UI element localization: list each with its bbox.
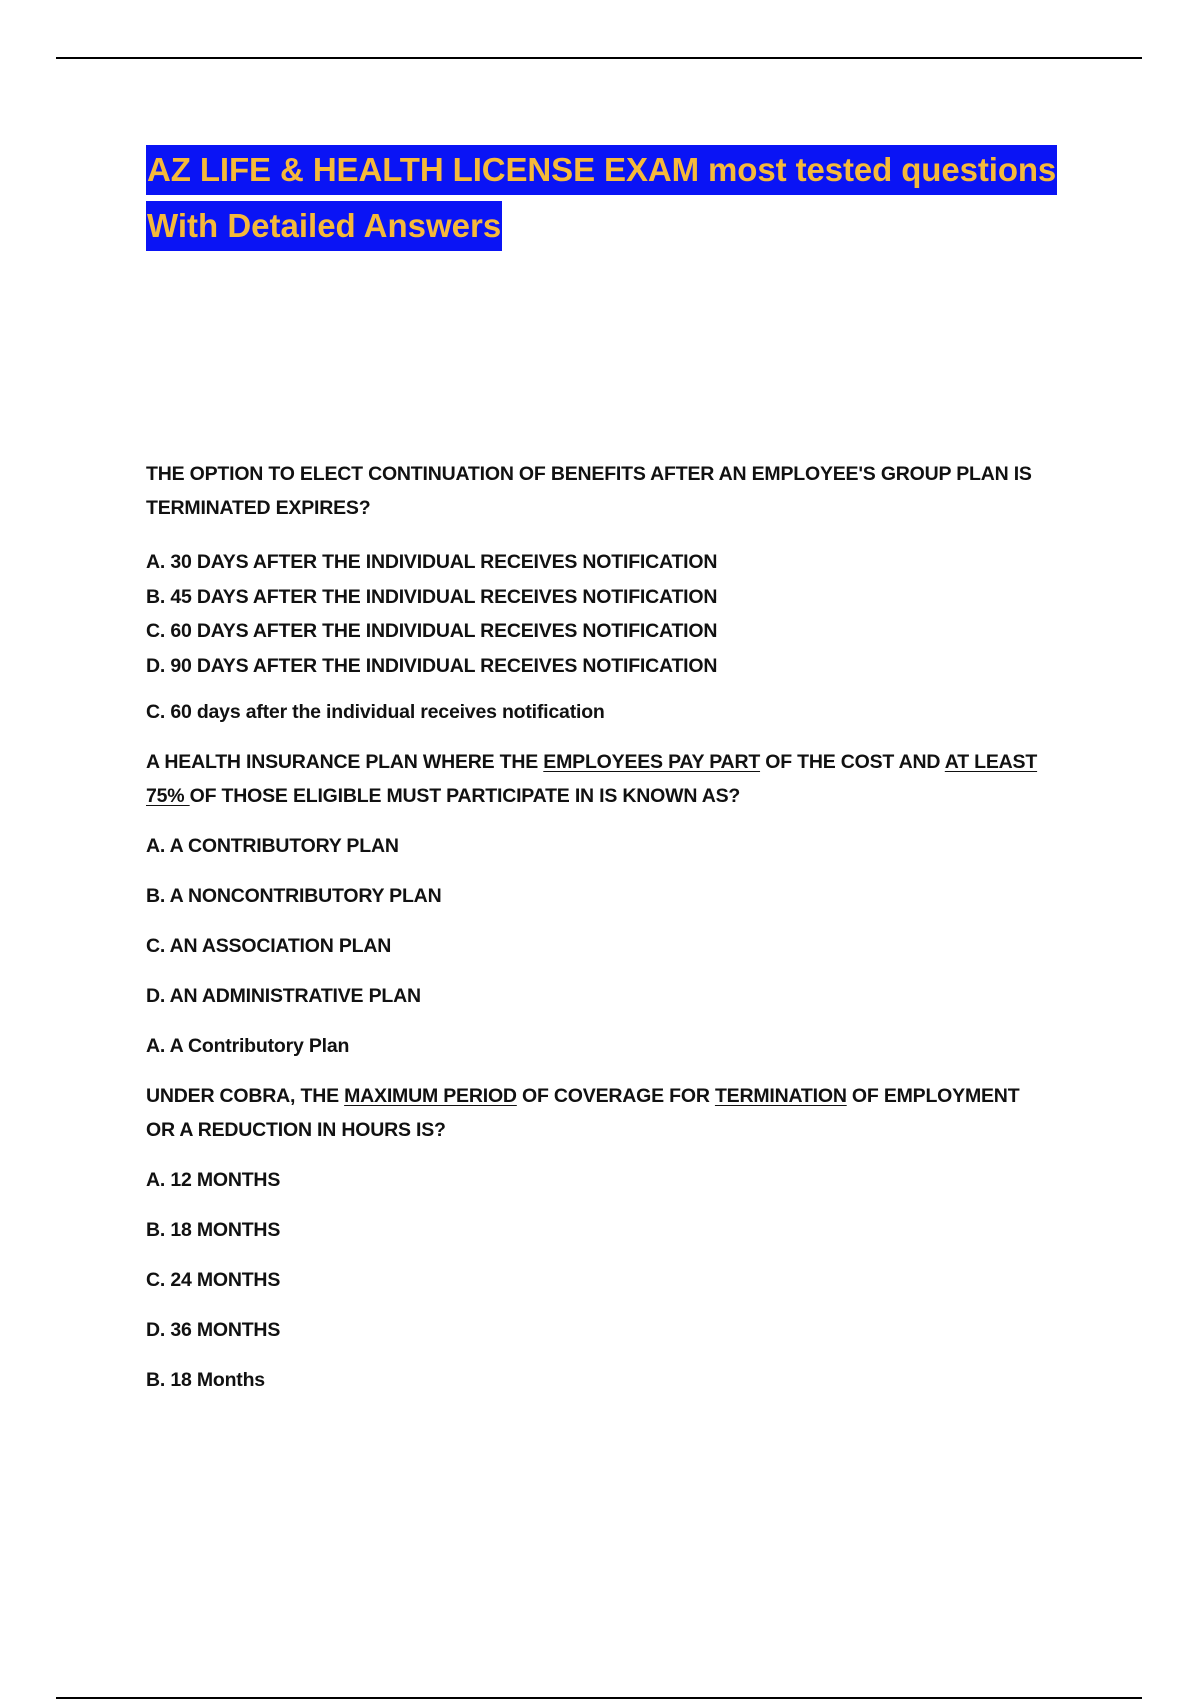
question-2-answer: A. A Contributory Plan bbox=[146, 1035, 350, 1057]
document-title bbox=[146, 145, 1086, 257]
question-1 bbox=[146, 457, 1086, 729]
option-d: D. AN ADMINISTRATIVE PLAN bbox=[146, 985, 421, 1007]
question-3-answer: B. 18 Months bbox=[146, 1369, 265, 1391]
question-1-text: THE OPTION TO ELECT CONTINUATION OF BENEFITS AFTER AN EMPLOYEE'S GROUP PLAN IS TERMINATED EXPIRES? bbox=[146, 463, 1032, 519]
option-b: B. 45 DAYS AFTER THE INDIVIDUAL RECEIVES NOTIFICATION bbox=[146, 585, 718, 608]
option-b: B. 18 MONTHS bbox=[146, 1219, 281, 1241]
question-1-options bbox=[146, 545, 1086, 683]
question-3 bbox=[146, 1079, 1086, 1397]
option-a: A. 30 DAYS AFTER THE INDIVIDUAL RECEIVES NOTIFICATION bbox=[146, 551, 718, 573]
option-c: C. AN ASSOCIATION PLAN bbox=[146, 935, 392, 957]
document-body bbox=[146, 145, 1086, 1397]
option-b: B. A NONCONTRIBUTORY PLAN bbox=[146, 885, 442, 907]
option-c: C. 60 DAYS AFTER THE INDIVIDUAL RECEIVES NOTIFICATION bbox=[146, 620, 718, 642]
title-line-1: AZ LIFE & HEALTH LICENSE EXAM most tested questions bbox=[146, 145, 1057, 195]
question-2-text: A HEALTH INSURANCE PLAN WHERE THE EMPLOYEES PAY PART OF THE COST AND AT LEAST 75% OF THOSE ELIGIBLE MUST PARTICIPATE IN IS KNOWN AS? bbox=[146, 751, 1038, 807]
question-3-text: UNDER COBRA, THE MAXIMUM PERIOD OF COVERAGE FOR TERMINATION OF EMPLOYMENT OR A REDUCTION IN HOURS IS? bbox=[146, 1085, 1020, 1141]
question-1-answer: C. 60 days after the individual receives notification bbox=[146, 701, 605, 723]
top-rule bbox=[56, 57, 1142, 59]
option-d: D. 90 DAYS AFTER THE INDIVIDUAL RECEIVES NOTIFICATION bbox=[146, 654, 718, 677]
option-a: A. 12 MONTHS bbox=[146, 1169, 281, 1191]
option-c: C. 24 MONTHS bbox=[146, 1269, 281, 1291]
option-d: D. 36 MONTHS bbox=[146, 1319, 281, 1341]
question-2 bbox=[146, 745, 1086, 1063]
option-a: A. A CONTRIBUTORY PLAN bbox=[146, 835, 399, 857]
bottom-rule bbox=[56, 1697, 1142, 1699]
title-line-2: With Detailed Answers bbox=[146, 201, 502, 251]
